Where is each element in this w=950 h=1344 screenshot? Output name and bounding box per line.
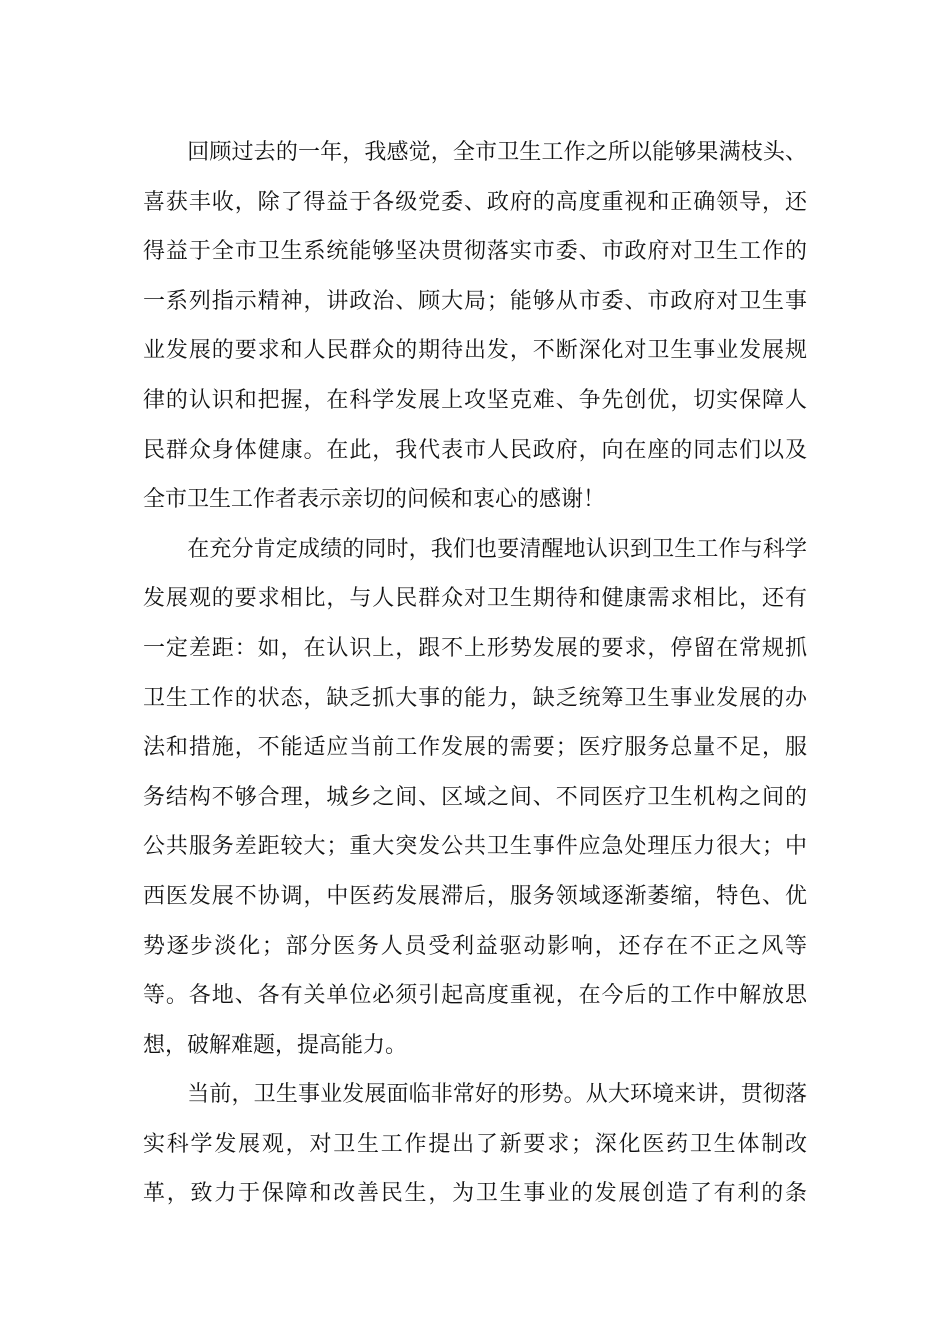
text-line: 西医发展不协调，中医药发展滞后，服务领域逐渐萎缩，特色、优	[143, 883, 807, 909]
text-line: 回顾过去的一年，我感觉，全市卫生工作之所以能够果满枝头、	[143, 140, 807, 165]
text-line: 等。各地、各有关单位必须引起高度重视，在今后的工作中解放思	[143, 983, 807, 1009]
text-line: 卫生工作的状态，缺乏抓大事的能力，缺乏统筹卫生事业发展的办	[143, 685, 807, 711]
body-text	[143, 128, 807, 1219]
text-line: 公共服务差距较大；重大突发公共卫生事件应急处理压力很大；中	[143, 834, 807, 860]
paragraph-situation	[143, 1070, 807, 1219]
text-line: 务结构不够合理，城乡之间、区域之间、不同医疗卫生机构之间的	[143, 784, 807, 810]
text-line: 一定差距：如，在认识上，跟不上形势发展的要求，停留在常规抓	[143, 635, 807, 661]
text-line: 当前，卫生事业发展面临非常好的形势。从大环境来讲，贯彻落	[143, 1082, 807, 1108]
text-line: 革，致力于保障和改善民生，为卫生事业的发展创造了有利的条	[143, 1181, 807, 1207]
text-line: 全市卫生工作者表示亲切的问候和衷心的感谢！	[143, 487, 606, 513]
text-line: 在充分肯定成绩的同时，我们也要清醒地认识到卫生工作与科学	[143, 536, 807, 562]
text-line: 得益于全市卫生系统能够坚决贯彻落实市委、市政府对卫生工作的	[143, 239, 807, 265]
text-line: 发展观的要求相比，与人民群众对卫生期待和健康需求相比，还有	[143, 586, 807, 612]
text-line: 律的认识和把握，在科学发展上攻坚克难、争先创优，切实保障人	[143, 387, 807, 413]
text-line: 喜获丰收，除了得益于各级党委、政府的高度重视和正确领导，还	[143, 189, 807, 215]
text-line: 势逐步淡化；部分医务人员受利益驱动影响，还存在不正之风等	[143, 933, 807, 959]
text-line: 一系列指示精神，讲政治、顾大局；能够从市委、市政府对卫生事	[143, 288, 807, 314]
paragraph-shortcomings	[143, 525, 807, 1071]
paragraph-achievements	[143, 128, 807, 525]
text-line: 业发展的要求和人民群众的期待出发，不断深化对卫生事业发展规	[143, 338, 807, 364]
text-line: 法和措施，不能适应当前工作发展的需要；医疗服务总量不足，服	[143, 735, 807, 761]
text-line: 民群众身体健康。在此，我代表市人民政府，向在座的同志们以及	[143, 437, 807, 463]
text-line: 想，破解难题，提高能力。	[143, 1032, 408, 1058]
text-line: 实科学发展观，对卫生工作提出了新要求；深化医药卫生体制改	[143, 1131, 807, 1157]
